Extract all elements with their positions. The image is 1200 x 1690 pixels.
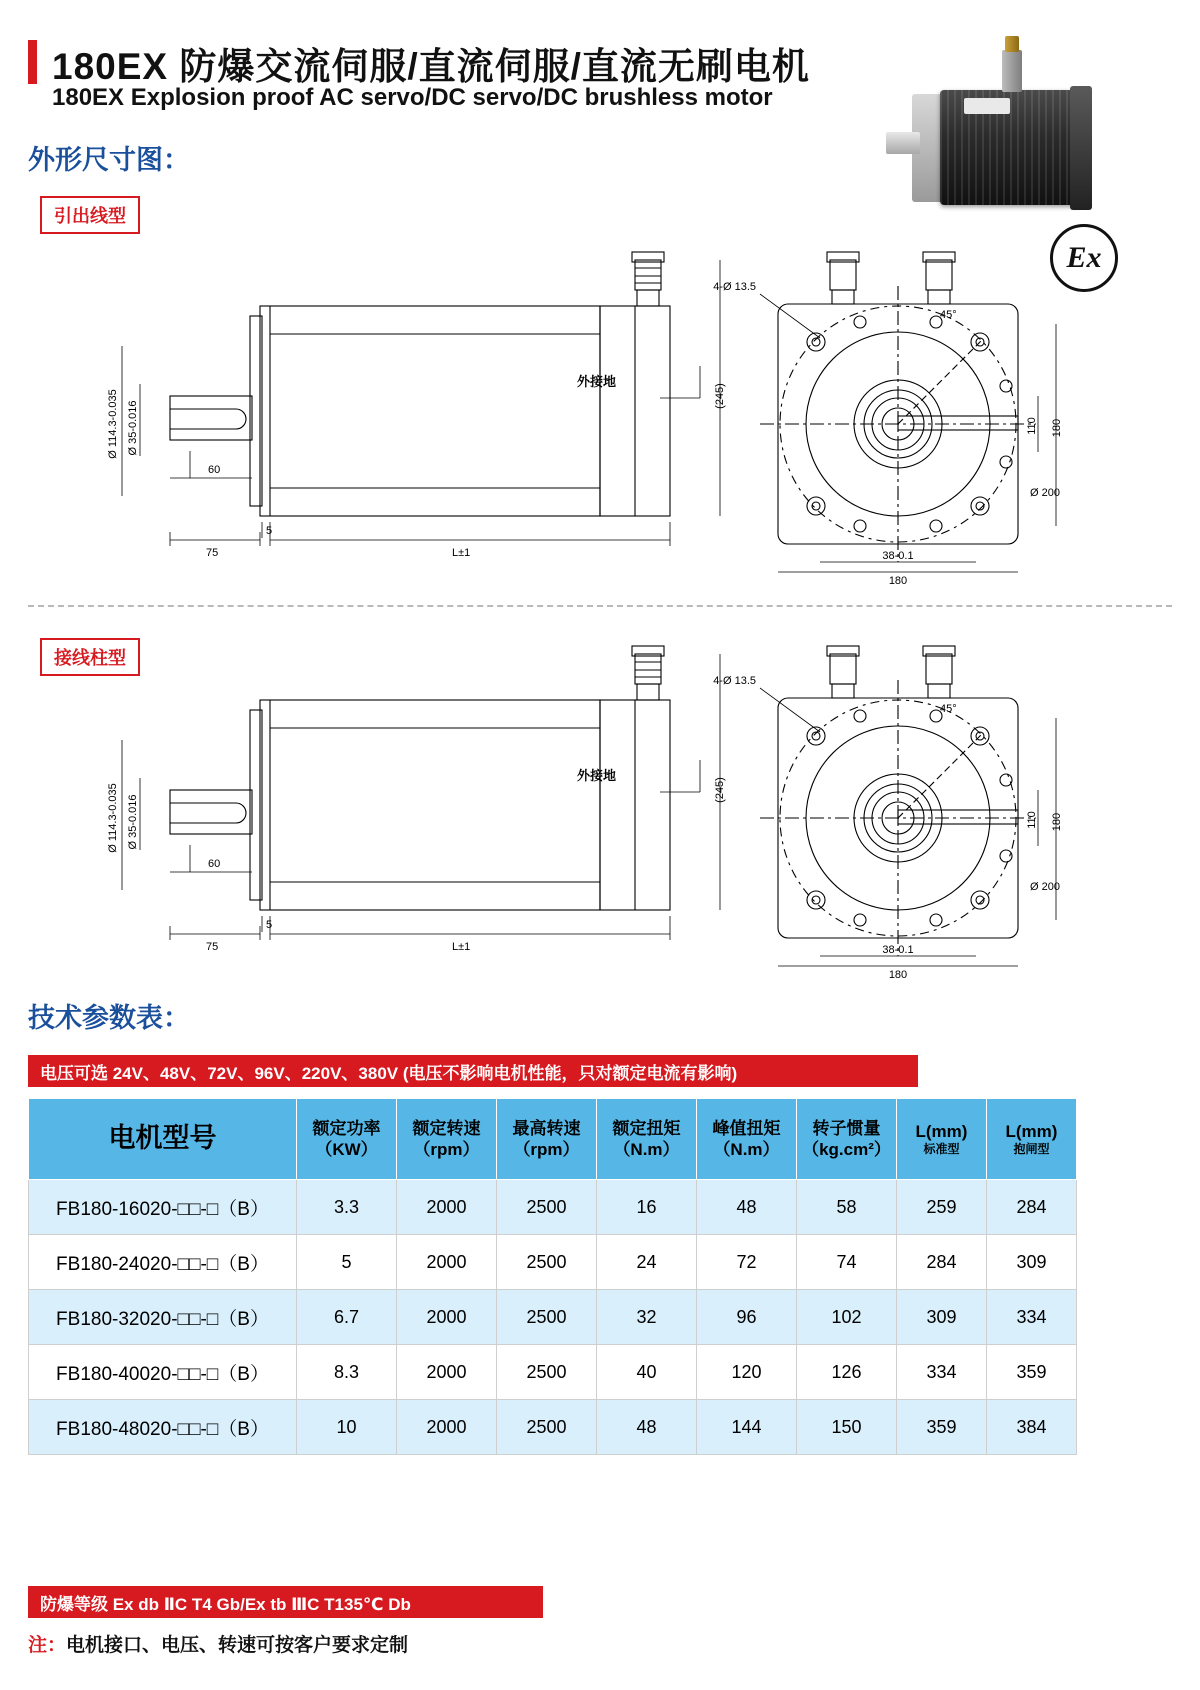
cell-length-brake: 284	[987, 1180, 1077, 1235]
cell-rotor-inertia: 102	[797, 1290, 897, 1345]
svg-text:Ø 200: Ø 200	[1030, 881, 1060, 893]
cell-length-brake: 309	[987, 1235, 1077, 1290]
cell-rated-power: 5	[297, 1235, 397, 1290]
cell-peak-torque: 144	[697, 1400, 797, 1455]
cell-peak-torque: 72	[697, 1235, 797, 1290]
svg-text:Ø 114.3-0.035: Ø 114.3-0.035	[107, 783, 119, 853]
cell-length-standard: 259	[897, 1180, 987, 1235]
page-title-en: 180EX Explosion proof AC servo/DC servo/DC brushless motor	[52, 84, 773, 111]
cell-rotor-inertia: 150	[797, 1400, 897, 1455]
cell-model: FB180-32020-□□-□（B）	[29, 1290, 297, 1345]
cell-length-standard: 334	[897, 1345, 987, 1400]
cell-max-speed: 2500	[497, 1235, 597, 1290]
svg-text:(245): (245)	[714, 777, 726, 803]
svg-text:180: 180	[1051, 812, 1063, 832]
svg-text:4-Ø 13.5: 4-Ø 13.5	[713, 675, 756, 687]
svg-text:L±1: L±1	[452, 941, 471, 953]
cell-length-brake: 334	[987, 1290, 1077, 1345]
cell-rated-speed: 2000	[397, 1180, 497, 1235]
motor-fins	[940, 90, 1080, 205]
svg-text:180: 180	[888, 575, 908, 586]
cell-rated-power: 6.7	[297, 1290, 397, 1345]
svg-text:5: 5	[266, 919, 273, 931]
svg-text:180: 180	[888, 969, 908, 980]
param-section-title: 技术参数表：	[28, 1003, 190, 1033]
product-photo	[880, 28, 1110, 274]
th-peak-torque: 峰值扭矩 （N.m）	[697, 1099, 797, 1180]
title-accent-bar	[28, 40, 37, 84]
svg-text:4-Ø 13.5: 4-Ø 13.5	[713, 281, 756, 293]
cell-model: FB180-16020-□□-□（B）	[29, 1180, 297, 1235]
cell-rated-power: 10	[297, 1400, 397, 1455]
tag-lead-wire-type: 引出线型	[40, 196, 140, 234]
cell-peak-torque: 96	[697, 1290, 797, 1345]
motor-nameplate	[964, 98, 1010, 114]
dimension-section-title: 外形尺寸图：	[28, 145, 190, 175]
cell-rated-torque: 48	[597, 1400, 697, 1455]
cell-rated-torque: 40	[597, 1345, 697, 1400]
svg-text:L±1: L±1	[452, 547, 471, 559]
th-length-standard: L(mm) 标准型	[897, 1099, 987, 1180]
svg-text:Ø 35-0.016: Ø 35-0.016	[127, 794, 139, 850]
tag-terminal-type: 接线柱型	[40, 638, 140, 676]
footer-note-prefix: 注：	[28, 1635, 67, 1656]
cell-model: FB180-40020-□□-□（B）	[29, 1345, 297, 1400]
th-max-speed: 最高转速 （rpm）	[497, 1099, 597, 1180]
motor-shaft	[886, 132, 920, 154]
svg-text:75: 75	[206, 547, 219, 559]
cell-max-speed: 2500	[497, 1400, 597, 1455]
cell-rotor-inertia: 74	[797, 1235, 897, 1290]
cell-rated-power: 8.3	[297, 1345, 397, 1400]
voltage-note-banner: 电压可选 24V、48V、72V、96V、220V、380V (电压不影响电机性能，只对额定电流有影响)	[28, 1055, 918, 1087]
th-model: 电机型号	[29, 1099, 297, 1180]
svg-text:180: 180	[1051, 418, 1063, 438]
svg-text:60: 60	[208, 858, 221, 870]
th-rotor-inertia: 转子惯量 （kg.cm²）	[797, 1099, 897, 1180]
svg-text:38-0.1: 38-0.1	[882, 550, 914, 562]
motor-connector	[1002, 50, 1022, 92]
svg-text:5: 5	[266, 525, 273, 537]
cell-peak-torque: 48	[697, 1180, 797, 1235]
ex-level-banner: 防爆等级 Ex db ⅡC T4 Gb/Ex tb ⅢC T135℃ Db	[28, 1586, 543, 1618]
label-ground-1: 外接地	[576, 374, 616, 389]
cell-max-speed: 2500	[497, 1345, 597, 1400]
svg-text:Ø 200: Ø 200	[1030, 487, 1060, 499]
th-rated-power: 额定功率 （KW）	[297, 1099, 397, 1180]
th-length-brake: L(mm) 抱闸型	[987, 1099, 1077, 1180]
cell-length-standard: 284	[897, 1235, 987, 1290]
cell-rotor-inertia: 126	[797, 1345, 897, 1400]
cell-model: FB180-24020-□□-□（B）	[29, 1235, 297, 1290]
footer-note-text: 电机接口、电压、转速可按客户要求定制	[66, 1635, 409, 1656]
footer-note	[28, 1630, 408, 1657]
drawing-terminal-type	[60, 640, 1140, 980]
table-row	[29, 1400, 1077, 1455]
cell-max-speed: 2500	[497, 1180, 597, 1235]
svg-text:Ø 114.3-0.035: Ø 114.3-0.035	[107, 389, 119, 459]
label-ground-2: 外接地	[576, 768, 616, 783]
svg-text:Ø 35-0.016: Ø 35-0.016	[127, 400, 139, 456]
cell-rated-torque: 32	[597, 1290, 697, 1345]
ex-certification-icon: Ex	[1050, 224, 1118, 292]
svg-text:75: 75	[206, 941, 219, 953]
cell-rotor-inertia: 58	[797, 1180, 897, 1235]
svg-text:110: 110	[1026, 811, 1038, 829]
cell-peak-torque: 120	[697, 1345, 797, 1400]
th-rated-torque: 额定扭矩 （N.m）	[597, 1099, 697, 1180]
cell-rated-speed: 2000	[397, 1345, 497, 1400]
cell-length-standard: 309	[897, 1290, 987, 1345]
svg-text:38-0.1: 38-0.1	[882, 944, 914, 956]
cell-max-speed: 2500	[497, 1290, 597, 1345]
cell-length-standard: 359	[897, 1400, 987, 1455]
svg-text:(245): (245)	[714, 383, 726, 409]
svg-text:110: 110	[1026, 417, 1038, 435]
drawing-lead-wire-type	[60, 246, 1140, 586]
svg-text:45°: 45°	[940, 703, 957, 715]
table-row	[29, 1235, 1077, 1290]
table-row	[29, 1290, 1077, 1345]
section-divider	[28, 605, 1172, 607]
cell-length-brake: 384	[987, 1400, 1077, 1455]
cell-rated-speed: 2000	[397, 1400, 497, 1455]
cell-rated-power: 3.3	[297, 1180, 397, 1235]
motor-rear-cap	[1070, 86, 1092, 210]
th-rated-speed: 额定转速 （rpm）	[397, 1099, 497, 1180]
cell-rated-speed: 2000	[397, 1290, 497, 1345]
page-title-cn: 180EX 防爆交流伺服/直流伺服/直流无刷电机	[52, 46, 810, 87]
svg-text:45°: 45°	[940, 309, 957, 321]
cell-rated-torque: 24	[597, 1235, 697, 1290]
table-row	[29, 1345, 1077, 1400]
svg-text:60: 60	[208, 464, 221, 476]
cell-length-brake: 359	[987, 1345, 1077, 1400]
table-header-row	[29, 1099, 1077, 1180]
cell-rated-speed: 2000	[397, 1235, 497, 1290]
cell-model: FB180-48020-□□-□（B）	[29, 1400, 297, 1455]
table-row	[29, 1180, 1077, 1235]
spec-table	[28, 1098, 1077, 1455]
cell-rated-torque: 16	[597, 1180, 697, 1235]
